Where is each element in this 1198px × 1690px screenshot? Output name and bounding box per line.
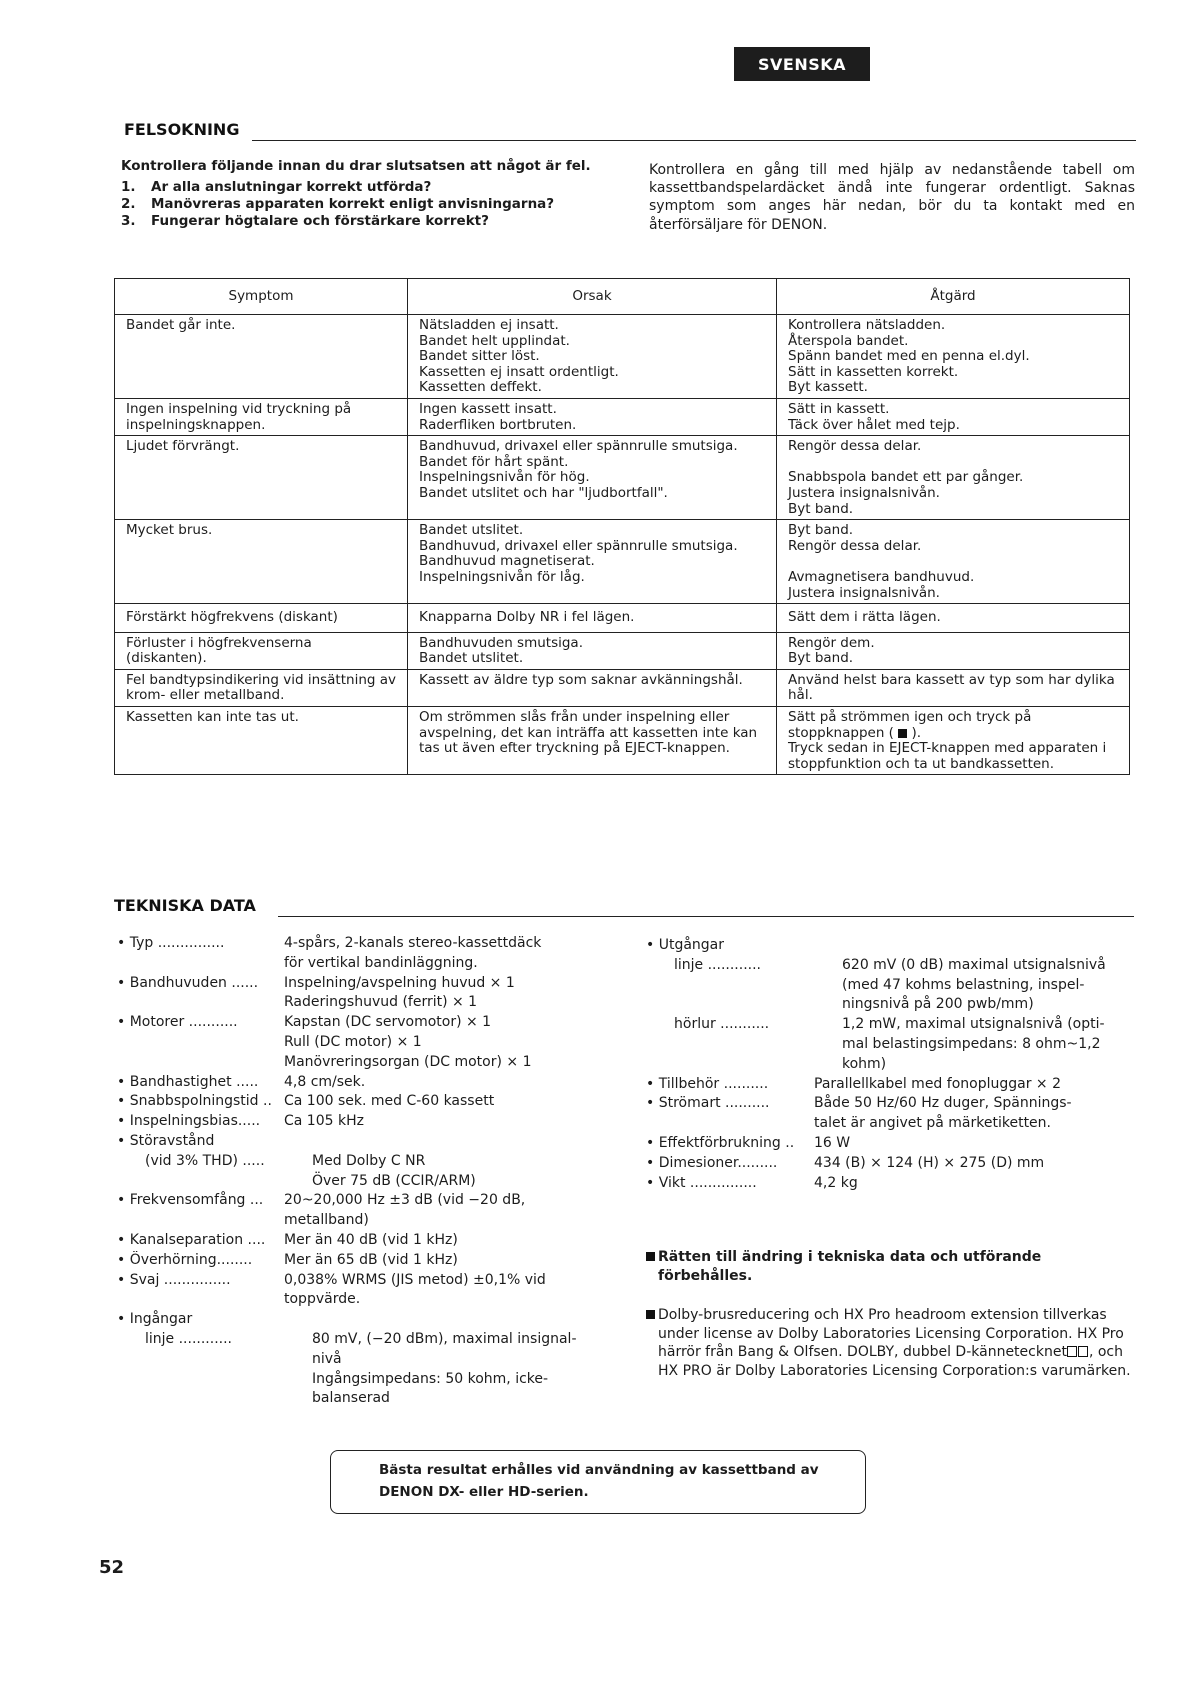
- specs-right-column: [646, 936, 1136, 1193]
- spec-value: [284, 1271, 607, 1311]
- spec-value: [284, 974, 607, 1014]
- spec-item: [646, 1015, 1136, 1074]
- orsak-cell: Bandhuvud, drivaxel eller spännrulle smutsiga. Bandet för hårt spänt. Inspelningsnivån för hög. Bandet utslitet och har "ljudbortfall".: [408, 436, 777, 520]
- spec-value: [842, 956, 1136, 1015]
- spec-value: [814, 1094, 1136, 1134]
- spec-label: • Strömart ..........: [646, 1095, 770, 1112]
- spec-label: • Dimesioner.........: [646, 1154, 778, 1171]
- spec-value-line: för vertikal bandinläggning.: [284, 954, 478, 971]
- symptom-cell: Ljudet förvrängt.: [115, 436, 408, 520]
- spec-value-line: Kapstan (DC servomotor) × 1: [284, 1014, 492, 1031]
- spec-item: [646, 1154, 1136, 1174]
- spec-value-line: Ca 105 kHz: [284, 1113, 364, 1130]
- spec-value-line: 620 mV (0 dB) maximal utsignalsnivå: [842, 956, 1106, 973]
- spec-label: • Kanalseparation ....: [117, 1231, 266, 1248]
- header-orsak: Orsak: [408, 279, 777, 315]
- spec-value-line: nivå: [312, 1350, 342, 1367]
- spec-label: • Ingångar: [117, 1311, 193, 1328]
- felsokning-rule: [252, 140, 1136, 141]
- checklist: [121, 179, 621, 230]
- spec-value-line: Över 75 dB (CCIR/ARM): [312, 1172, 476, 1189]
- felsokning-title: FELSOKNING: [124, 120, 240, 139]
- spec-value: [284, 1092, 607, 1112]
- specs-left-column: [117, 934, 607, 1409]
- spec-value-line: kohm): [842, 1055, 887, 1072]
- dolby-double-d-icon: [1078, 1346, 1088, 1357]
- checklist-item: 1. Ar alla anslutningar korrekt utförda?: [121, 179, 432, 195]
- tekniska-rule: [278, 916, 1134, 917]
- felsokning-intro-right: Kontrollera en gång till med hjälp av nedanstående tabell om kassettbandspelardäcket ändå inte fungerar ordentligt. Saknas symptom som anges här nedan, bör du ta kontakt med en återförsäljare för DENON.: [649, 162, 1135, 233]
- symptom-cell: Kassetten kan inte tas ut.: [115, 707, 408, 775]
- spec-value: [284, 1251, 607, 1271]
- spec-value-line: Inspelning/avspelning huvud × 1: [284, 974, 515, 991]
- header-atgard: Åtgärd: [777, 279, 1130, 315]
- atgard-cell: Byt band. Rengör dessa delar. Avmagnetisera bandhuvud. Justera insignalsnivån.: [777, 520, 1130, 604]
- spec-value: [312, 1152, 607, 1192]
- symptom-cell: Förluster i högfrekvenserna (diskanten).: [115, 632, 408, 669]
- orsak-cell: Nätsladden ej insatt. Bandet helt upplindat. Bandet sitter löst. Kassetten ej insatt ordentligt. Kassetten deffekt.: [408, 315, 777, 399]
- atgard-cell: Sätt in kassett. Täck över hålet med tejp.: [777, 398, 1130, 435]
- spec-item: [117, 1013, 607, 1072]
- spec-label: • Motorer ...........: [117, 1014, 238, 1031]
- spec-item: [117, 1152, 607, 1192]
- spec-label: • Utgångar: [646, 937, 725, 953]
- table-row: [115, 398, 1130, 435]
- best-results-box: Bästa resultat erhålles vid användning av kassettband av DENON DX- eller HD-serien.: [330, 1450, 866, 1514]
- atgard-cell: Kontrollera nätsladden. Återspola bandet. Spänn bandet med en penna el.dyl. Sätt in kassetten korrekt. Byt kassett.: [777, 315, 1130, 399]
- checklist-item: 3. Fungerar högtalare och förstärkare korrekt?: [121, 213, 489, 229]
- symptom-cell: Fel bandtypsindikering vid insättning av krom- eller metallband.: [115, 669, 408, 706]
- spec-label: • Typ ...............: [117, 935, 225, 951]
- table-row: [115, 604, 1130, 633]
- spec-value-line: Både 50 Hz/60 Hz duger, Spännings-: [814, 1095, 1072, 1112]
- spec-value-line: Manövreringsorgan (DC motor) × 1: [284, 1053, 532, 1070]
- orsak-cell: Bandhuvuden smutsiga. Bandet utslitet.: [408, 632, 777, 669]
- spec-value-line: Parallellkabel med fonopluggar × 2: [814, 1075, 1061, 1092]
- checklist-item: 2. Manövreras apparaten korrekt enligt anvisningarna?: [121, 196, 555, 212]
- spec-value-line: Raderingshuvud (ferrit) × 1: [284, 994, 478, 1011]
- page-number: 52: [99, 1557, 125, 1578]
- orsak-cell: Kassett av äldre typ som saknar avkänningshål.: [408, 669, 777, 706]
- spec-item: [646, 1075, 1136, 1095]
- spec-item: [117, 1330, 607, 1409]
- spec-item: [646, 1134, 1136, 1154]
- spec-value: [312, 1330, 607, 1409]
- orsak-cell: Knapparna Dolby NR i fel lägen.: [408, 604, 777, 633]
- spec-label: • Överhörning........: [117, 1251, 253, 1268]
- spec-value-line: toppvärde.: [284, 1291, 361, 1308]
- spec-label: (vid 3% THD) .....: [145, 1152, 265, 1169]
- spec-item: [646, 956, 1136, 1015]
- spec-value: [284, 1073, 607, 1093]
- table-row: [115, 707, 1130, 775]
- spec-value: [284, 1112, 607, 1132]
- atgard-cell: Sätt på strömmen igen och tryck på stoppknappen ( ). Tryck sedan in EJECT-knappen med apparaten i stoppfunktion och ta ut bandkassetten.: [777, 707, 1130, 775]
- spec-value-line: 16 W: [814, 1134, 851, 1151]
- symptom-cell: Mycket brus.: [115, 520, 408, 604]
- spec-value-line: 20~20,000 Hz ±3 dB (vid −20 dB,: [284, 1192, 526, 1209]
- spec-item: [117, 1310, 607, 1330]
- spec-value: [814, 1075, 1136, 1095]
- spec-value-line: metallband): [284, 1212, 369, 1229]
- bullet-square-icon: [646, 1310, 655, 1319]
- orsak-cell: Ingen kassett insatt. Raderfliken bortbruten.: [408, 398, 777, 435]
- spec-value-line: 1,2 mW, maximal utsignalsnivå (opti-: [842, 1016, 1105, 1033]
- spec-label: • Inspelningsbias.....: [117, 1113, 261, 1130]
- spec-label: linje ............: [674, 956, 762, 973]
- spec-item: [646, 936, 1136, 956]
- atgard-cell: Rengör dessa delar. Snabbspola bandet ett par gånger. Justera insignalsnivån. Byt band.: [777, 436, 1130, 520]
- spec-value-line: mal belastingsimpedans: 8 ohm~1,2: [842, 1035, 1101, 1052]
- spec-item: [117, 974, 607, 1014]
- table-row: [115, 632, 1130, 669]
- symptom-cell: Ingen inspelning vid tryckning på inspelningsknappen.: [115, 398, 408, 435]
- spec-value: [284, 934, 607, 974]
- spec-item: [117, 1191, 607, 1231]
- spec-value: [814, 1134, 1136, 1154]
- spec-item: [117, 1251, 607, 1271]
- spec-item: [117, 1231, 607, 1251]
- spec-value-line: Rull (DC motor) × 1: [284, 1033, 422, 1050]
- spec-item: [117, 1112, 607, 1132]
- spec-value-line: 4,2 kg: [814, 1174, 858, 1191]
- table-row: [115, 669, 1130, 706]
- spec-value-line: Med Dolby C NR: [312, 1152, 426, 1169]
- spec-item: [646, 1094, 1136, 1134]
- stop-icon: [898, 729, 907, 738]
- spec-value: [814, 1174, 1136, 1194]
- spec-item: [117, 1271, 607, 1311]
- atgard-cell: Rengör dem. Byt band.: [777, 632, 1130, 669]
- spec-item: [117, 1073, 607, 1093]
- dolby-double-d-icon: [1067, 1346, 1077, 1357]
- table-header-row: [115, 279, 1130, 315]
- table-row: [115, 315, 1130, 399]
- spec-value-line: Ingångsimpedans: 50 kohm, icke-: [312, 1370, 549, 1387]
- spec-label: • Svaj ...............: [117, 1271, 231, 1288]
- spec-label: • Effektförbrukning ..: [646, 1134, 795, 1151]
- bullet-square-icon: [646, 1252, 655, 1261]
- table-row: [115, 520, 1130, 604]
- spec-label: linje ............: [145, 1330, 233, 1347]
- symptom-cell: Bandet går inte.: [115, 315, 408, 399]
- spec-value: [284, 1013, 607, 1072]
- spec-value-line: balanserad: [312, 1390, 390, 1407]
- spec-item: [646, 1174, 1136, 1194]
- spec-value: [842, 1015, 1136, 1074]
- spec-value-line: 434 (B) × 124 (H) × 275 (D) mm: [814, 1154, 1045, 1171]
- spec-value: [284, 1231, 607, 1251]
- spec-value-line: 4-spårs, 2-kanals stereo-kassettdäck: [284, 935, 542, 951]
- spec-label: • Frekvensomfång ...: [117, 1192, 264, 1209]
- spec-value-line: 80 mV, (−20 dBm), maximal insignal-: [312, 1330, 577, 1347]
- atgard-cell: Använd helst bara kassett av typ som har dylika hål.: [777, 669, 1130, 706]
- spec-label: • Tillbehör ..........: [646, 1075, 769, 1092]
- table-row: [115, 436, 1130, 520]
- spec-value-line: ningsnivå på 200 pwb/mm): [842, 996, 1034, 1013]
- intro-heading: Kontrollera följande innan du drar slutsatsen att något är fel.: [121, 158, 591, 174]
- spec-value: [284, 1191, 607, 1231]
- tekniska-title: TEKNISKA DATA: [114, 896, 256, 915]
- spec-value-line: Mer än 40 dB (vid 1 kHz): [284, 1231, 458, 1248]
- felsokning-intro-left: [121, 158, 621, 230]
- orsak-cell: Om strömmen slås från under inspelning eller avspelning, det kan inträffa att kassetten inte kan tas ut även efter tryckning på EJECT-knappen.: [408, 707, 777, 775]
- orsak-cell: Bandet utslitet. Bandhuvud, drivaxel eller spännrulle smutsiga. Bandhuvud magnetiserat. Inspelningsnivån för låg.: [408, 520, 777, 604]
- spec-label: • Vikt ...............: [646, 1174, 757, 1191]
- symptom-cell: Förstärkt högfrekvens (diskant): [115, 604, 408, 633]
- spec-item: [117, 934, 607, 974]
- spec-item: [117, 1092, 607, 1112]
- spec-label: • Störavstånd: [117, 1132, 215, 1149]
- spec-label: hörlur ...........: [674, 1016, 770, 1033]
- spec-value-line: Mer än 65 dB (vid 1 kHz): [284, 1251, 458, 1268]
- language-tab: SVENSKA: [734, 47, 870, 81]
- spec-value-line: Ca 100 sek. med C-60 kassett: [284, 1093, 495, 1110]
- spec-value-line: talet är angivet på märketiketten.: [814, 1115, 1051, 1132]
- rights-note: Rätten till ändring i tekniska data och utförande förbehålles.: [646, 1248, 1136, 1285]
- spec-value-line: (med 47 kohms belastning, inspel-: [842, 976, 1085, 993]
- spec-label: • Bandhastighet .....: [117, 1073, 259, 1090]
- header-symptom: Symptom: [115, 279, 408, 315]
- atgard-cell: Sätt dem i rätta lägen.: [777, 604, 1130, 633]
- troubleshooting-table: [114, 278, 1130, 775]
- spec-value: [814, 1154, 1136, 1174]
- spec-label: • Snabbspolningstid ..: [117, 1093, 272, 1110]
- spec-label: • Bandhuvuden ......: [117, 974, 259, 991]
- spec-value-line: 4,8 cm/sek.: [284, 1073, 366, 1090]
- spec-item: [117, 1132, 607, 1152]
- spec-value-line: 0,038% WRMS (JIS metod) ±0,1% vid: [284, 1271, 546, 1288]
- dolby-note: Dolby-brusreducering och HX Pro headroom extension tillverkas under license av Dolby Laboratories Licensing Corporation. HX Pro härrör från Bang & Olfsen. DOLBY, dubbel D-kännetecknet , och HX PRO är Dolby Laboratories Licensing Corporation:s varumärken.: [646, 1306, 1136, 1380]
